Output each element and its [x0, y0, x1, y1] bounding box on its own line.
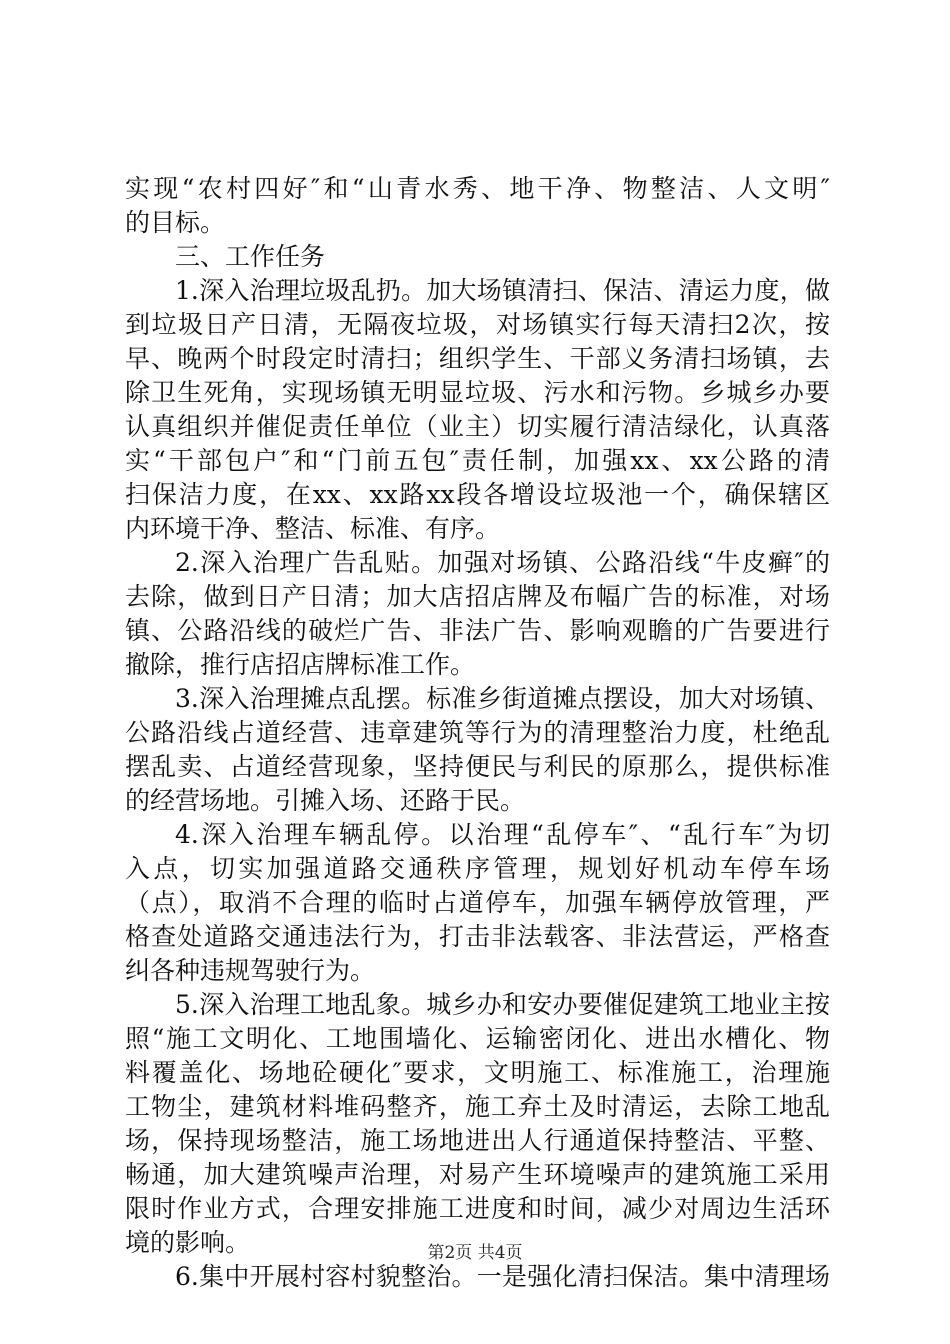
text-line: 内环境干净、整洁、标准、有序。 [125, 514, 501, 543]
text-line: 的目标。 [125, 208, 226, 237]
text-line: 格查处道路交通违法行为，打击非法载客、非法营运，严格查 [125, 922, 830, 951]
paragraph-section-heading [125, 240, 830, 274]
text-line: 公路沿线占道经营、违章建筑等行为的清理整治力度，杜绝乱 [125, 718, 830, 747]
text-line: 撤除，推行店招店牌标准工作。 [125, 650, 476, 679]
text-line: （点），取消不合理的临时占道停车，加强车辆停放管理，严 [125, 888, 830, 917]
text-line: 3.深入治理摊点乱摆。标准乡街道摊点摆设，加大对场镇、 [175, 684, 830, 713]
text-line: 早、晚两个时段定时清扫；组织学生、干部义务清扫场镇，去 [125, 344, 830, 373]
text-line: 实“干部包户″和“门前五包″责任制，加强xx、xx公路的清 [125, 446, 830, 475]
text-line: 2.深入治理广告乱贴。加强对场镇、公路沿线“牛皮癣″的 [175, 548, 830, 577]
page-footer: 第2页 共4页 [427, 1243, 523, 1263]
paragraph-task-2 [125, 546, 830, 682]
paragraph-task-1 [125, 274, 830, 546]
paragraph-intro-tail [125, 172, 830, 240]
text-line: 料覆盖化、场地砼硬化″要求，文明施工、标准施工，治理施 [125, 1058, 830, 1087]
text-line: 的经营场地。引摊入场、还路于民。 [125, 786, 526, 815]
text-line: 纠各种违规驾驶行为。 [125, 956, 376, 985]
text-line: 三、工作任务 [175, 242, 326, 271]
paragraph-task-4 [125, 818, 830, 988]
text-line: 认真组织并催促责任单位（业主）切实履行清洁绿化，认真落 [125, 412, 830, 441]
text-line: 摆乱卖、占道经营现象，坚持便民与利民的原那么，提供标准 [125, 752, 830, 781]
text-line: 实现“农村四好″和“山青水秀、地干净、物整洁、人文明″ [125, 174, 830, 203]
text-line: 去除，做到日产日清；加大店招店牌及布幅广告的标准，对场 [125, 582, 830, 611]
text-line: 1.深入治理垃圾乱扔。加大场镇清扫、保洁、清运力度，做 [175, 276, 830, 305]
paragraph-task-6 [125, 1260, 830, 1294]
text-line: 5.深入治理工地乱象。城乡办和安办要催促建筑工地业主按 [175, 990, 830, 1019]
text-line: 入点，切实加强道路交通秩序管理，规划好机动车停车场 [125, 854, 830, 883]
text-line: 除卫生死角，实现场镇无明显垃圾、污水和污物。乡城乡办要 [125, 378, 830, 407]
paragraph-task-3 [125, 682, 830, 818]
text-line: 畅通，加大建筑噪声治理，对易产生环境噪声的建筑施工采用 [125, 1160, 830, 1189]
text-line: 境的影响。 [125, 1228, 251, 1257]
text-line: 限时作业方式，合理安排施工进度和时间，减少对周边生活环 [125, 1194, 830, 1223]
text-line: 扫保洁力度，在xx、xx路xx段各增设垃圾池一个，确保辖区 [125, 480, 830, 509]
text-line: 6.集中开展村容村貌整治。一是强化清扫保洁。集中清理场 [175, 1262, 830, 1291]
text-line: 工物尘，建筑材料堆码整齐，施工弃土及时清运，去除工地乱 [125, 1092, 830, 1121]
paragraph-task-5 [125, 988, 830, 1260]
text-line: 4.深入治理车辆乱停。以治理“乱停车″、“乱行车″为切 [175, 820, 830, 849]
text-line: 到垃圾日产日清，无隔夜垃圾，对场镇实行每天清扫2次，按 [125, 310, 830, 339]
document-body [125, 172, 830, 1294]
text-line: 照“施工文明化、工地围墙化、运输密闭化、进出水槽化、物 [125, 1024, 830, 1053]
text-line: 场，保持现场整洁，施工场地进出人行通道保持整洁、平整、 [125, 1126, 830, 1155]
text-line: 镇、公路沿线的破烂广告、非法广告、影响观瞻的广告要进行 [125, 616, 830, 645]
